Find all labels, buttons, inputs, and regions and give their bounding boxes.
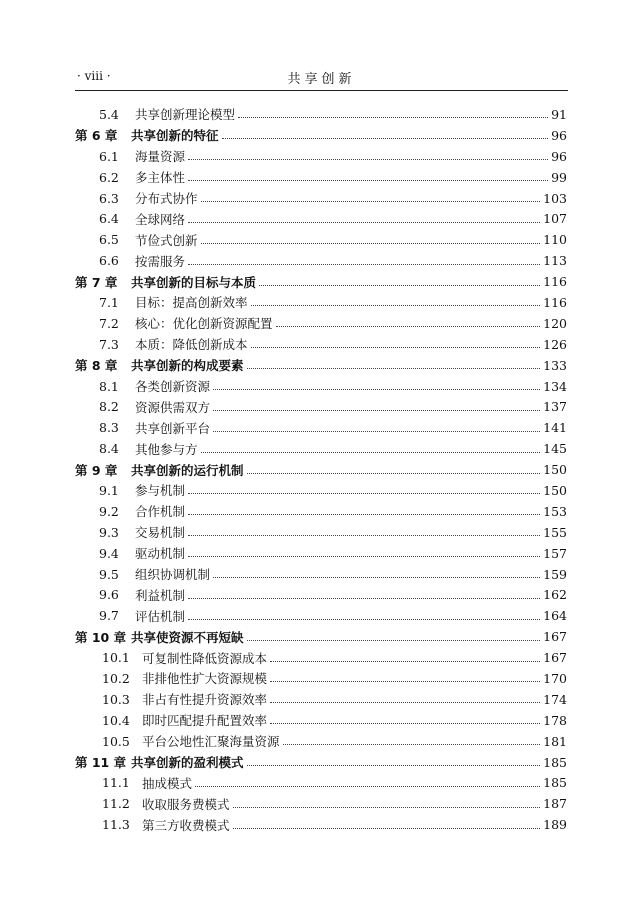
dot-leader [247,367,541,369]
table-of-contents [75,104,567,835]
entry-title: 海量资源 [135,149,186,165]
entry-page: 126 [543,336,567,352]
entry-page: 155 [543,524,567,540]
entry-number: 6.4 [99,211,119,227]
entry-page: 189 [543,817,567,833]
entry-number: 6.6 [99,253,119,269]
entry-title: 非占有性提升资源效率 [142,692,268,708]
dot-leader [213,576,540,578]
dot-leader [188,597,540,599]
entry-page: 96 [551,127,567,143]
entry-page: 134 [543,378,567,394]
entry-title: 资源供需双方 [135,399,211,415]
entry-page: 187 [543,796,567,812]
toc-section-entry[interactable] [75,584,567,605]
entry-title: 分布式协作 [135,191,198,206]
entry-page: 167 [543,629,567,645]
toc-chapter-entry[interactable] [75,626,567,647]
entry-title: 共享创新的运行机制 [131,462,244,478]
toc-section-entry[interactable] [75,250,567,271]
toc-section-entry[interactable] [75,773,567,794]
entry-title: 组织协调机制 [135,567,211,583]
entry-page: 153 [543,503,567,519]
entry-number: 第 8 章 [75,358,118,374]
toc-section-entry[interactable] [75,396,567,417]
entry-page: 150 [543,482,567,498]
entry-number: 9.2 [99,503,119,519]
entry-number: 第 7 章 [75,274,118,290]
entry-number: 9.3 [99,524,119,540]
entry-number: 9.1 [99,482,119,498]
dot-leader [201,451,541,453]
entry-page: 116 [543,274,567,290]
entry-title: 共享创新理论模型 [135,107,236,123]
dot-leader [188,492,540,494]
dot-leader [247,639,541,641]
toc-section-entry[interactable] [75,292,567,313]
entry-number: 10.3 [102,691,130,707]
entry-page: 113 [543,253,567,269]
entry-page: 162 [543,587,567,603]
toc-section-entry[interactable] [75,313,567,334]
page-number: · viii · [77,69,111,83]
entry-number: 9.7 [99,608,119,624]
entry-number: 6.5 [99,232,119,248]
entry-number: 10.2 [102,670,130,686]
entry-number: 6.2 [99,169,119,185]
running-header [75,66,568,91]
entry-number: 5.4 [99,106,119,122]
entry-title: 多主体性 [135,170,186,186]
dot-leader [188,221,540,223]
dot-leader [213,409,540,411]
entry-page: 145 [543,441,567,457]
entry-page: 120 [543,315,567,331]
entry-title: 共享创新的目标与本质 [131,274,257,290]
toc-chapter-entry[interactable] [75,125,567,146]
entry-number: 6.3 [99,190,119,206]
entry-number: 9.6 [99,587,119,603]
dot-leader [188,179,548,181]
entry-title: 共享创新的盈利模式 [131,755,244,771]
entry-page: 185 [543,754,567,770]
entry-page: 91 [551,106,567,122]
entry-number: 9.4 [99,545,119,561]
entry-page: 178 [543,712,567,728]
toc-section-entry[interactable] [75,167,567,188]
toc-section-entry[interactable] [75,480,567,501]
entry-page: 167 [543,650,567,666]
entry-title: 各类创新资源 [135,379,211,395]
entry-page: 181 [543,733,567,749]
entry-page: 96 [551,148,567,164]
dot-leader [270,660,540,662]
entry-title: 平台公地性汇聚海量资源 [142,734,280,750]
dot-leader [270,722,540,724]
entry-page: 141 [543,420,567,436]
entry-number: 8.2 [99,399,119,415]
toc-section-entry[interactable] [75,501,567,522]
entry-title: 驱动机制 [135,546,186,562]
dot-leader [251,346,541,348]
toc-section-entry[interactable] [75,229,567,250]
entry-title: 共享创新平台 [135,420,211,436]
entry-title: 参与机制 [135,483,186,499]
toc-section-entry[interactable] [75,710,567,731]
entry-page: 107 [543,211,567,227]
book-title: 共享创新 [287,72,356,87]
dot-leader [188,534,540,536]
entry-number: 7.1 [99,294,119,310]
toc-section-entry[interactable] [75,522,567,543]
entry-title: 全球网络 [135,211,186,227]
entry-number: 7.2 [99,315,119,331]
entry-title: 按需服务 [135,253,186,269]
toc-section-entry[interactable] [75,668,567,689]
entry-title: 其他参与方 [135,441,198,457]
entry-page: 174 [543,691,567,707]
entry-number: 8.1 [99,378,119,394]
entry-page: 150 [543,462,567,478]
entry-page: 164 [543,608,567,624]
entry-title: 目标：提高创新效率 [135,295,248,311]
dot-leader [276,325,541,327]
entry-title: 共享创新的特征 [131,128,219,144]
entry-page: 110 [543,232,567,248]
toc-section-entry[interactable] [75,731,567,752]
entry-page: 137 [543,399,567,415]
toc-chapter-entry[interactable] [75,752,567,773]
entry-title: 合作机制 [135,504,186,520]
dot-leader [222,137,549,139]
entry-page: 116 [543,294,567,310]
entry-number: 11.1 [102,775,130,791]
entry-title: 评估机制 [135,608,186,624]
toc-section-entry[interactable] [75,438,567,459]
entry-title: 可复制性降低资源成本 [142,650,268,666]
entry-number: 8.4 [99,441,119,457]
toc-chapter-entry[interactable] [75,459,567,480]
entry-page: 170 [543,670,567,686]
entry-number: 第 11 章 [75,755,127,771]
entry-number: 10.1 [102,650,130,666]
entry-title: 第三方收费模式 [142,817,230,833]
toc-section-entry[interactable] [75,647,567,668]
toc-section-entry[interactable] [75,417,567,438]
entry-number: 10.4 [102,712,130,728]
entry-number: 第 10 章 [75,629,127,645]
toc-chapter-entry[interactable] [75,271,567,292]
toc-section-entry[interactable] [75,689,567,710]
dot-leader [270,680,540,682]
dot-leader [270,701,540,703]
entry-number: 6.1 [99,148,119,164]
dot-leader [213,388,540,390]
entry-number: 11.2 [102,796,130,812]
dot-leader [251,304,541,306]
entry-page: 99 [551,169,567,185]
dot-leader [238,116,548,118]
dot-leader [259,284,540,286]
dot-leader [188,158,548,160]
dot-leader [247,472,541,474]
entry-title: 抽成模式 [142,775,193,791]
entry-title: 利益机制 [135,587,186,603]
dot-leader [233,827,541,829]
entry-number: 9.5 [99,566,119,582]
dot-leader [201,242,541,244]
dot-leader [195,785,540,787]
entry-number: 第 9 章 [75,462,118,478]
entry-title: 即时匹配提升配置效率 [142,713,268,729]
entry-title: 本质：降低创新成本 [135,337,248,353]
dot-leader [247,764,541,766]
toc-section-entry[interactable] [75,793,567,814]
entry-page: 157 [543,545,567,561]
toc-section-entry[interactable] [75,564,567,585]
toc-section-entry[interactable] [75,146,567,167]
toc-section-entry[interactable] [75,814,567,835]
entry-number: 10.5 [102,733,130,749]
toc-chapter-entry[interactable] [75,355,567,376]
dot-leader [213,430,540,432]
entry-page: 103 [543,190,567,206]
entry-title: 核心：优化创新资源配置 [135,316,273,332]
entry-number: 第 6 章 [75,128,118,144]
toc-section-entry[interactable] [75,334,567,355]
entry-title: 节俭式创新 [135,232,198,248]
toc-section-entry[interactable] [75,605,567,626]
entry-title: 非排他性扩大资源规模 [142,671,268,687]
entry-title: 共享使资源不再短缺 [131,629,244,645]
entry-page: 185 [543,775,567,791]
entry-number: 11.3 [102,817,130,833]
toc-section-entry[interactable] [75,208,567,229]
entry-number: 8.3 [99,420,119,436]
dot-leader [188,555,540,557]
dot-leader [188,263,540,265]
toc-section-entry[interactable] [75,543,567,564]
toc-section-entry[interactable] [75,104,567,125]
dot-leader [233,806,541,808]
toc-section-entry[interactable] [75,376,567,397]
dot-leader [283,743,541,745]
dot-leader [188,513,540,515]
toc-section-entry[interactable] [75,188,567,209]
entry-title: 交易机制 [135,525,186,541]
entry-page: 159 [543,566,567,582]
dot-leader [188,618,540,620]
entry-number: 7.3 [99,336,119,352]
dot-leader [201,200,541,202]
entry-title: 共享创新的构成要素 [131,358,244,374]
entry-title: 收取服务费模式 [142,796,230,812]
entry-page: 133 [543,357,567,373]
